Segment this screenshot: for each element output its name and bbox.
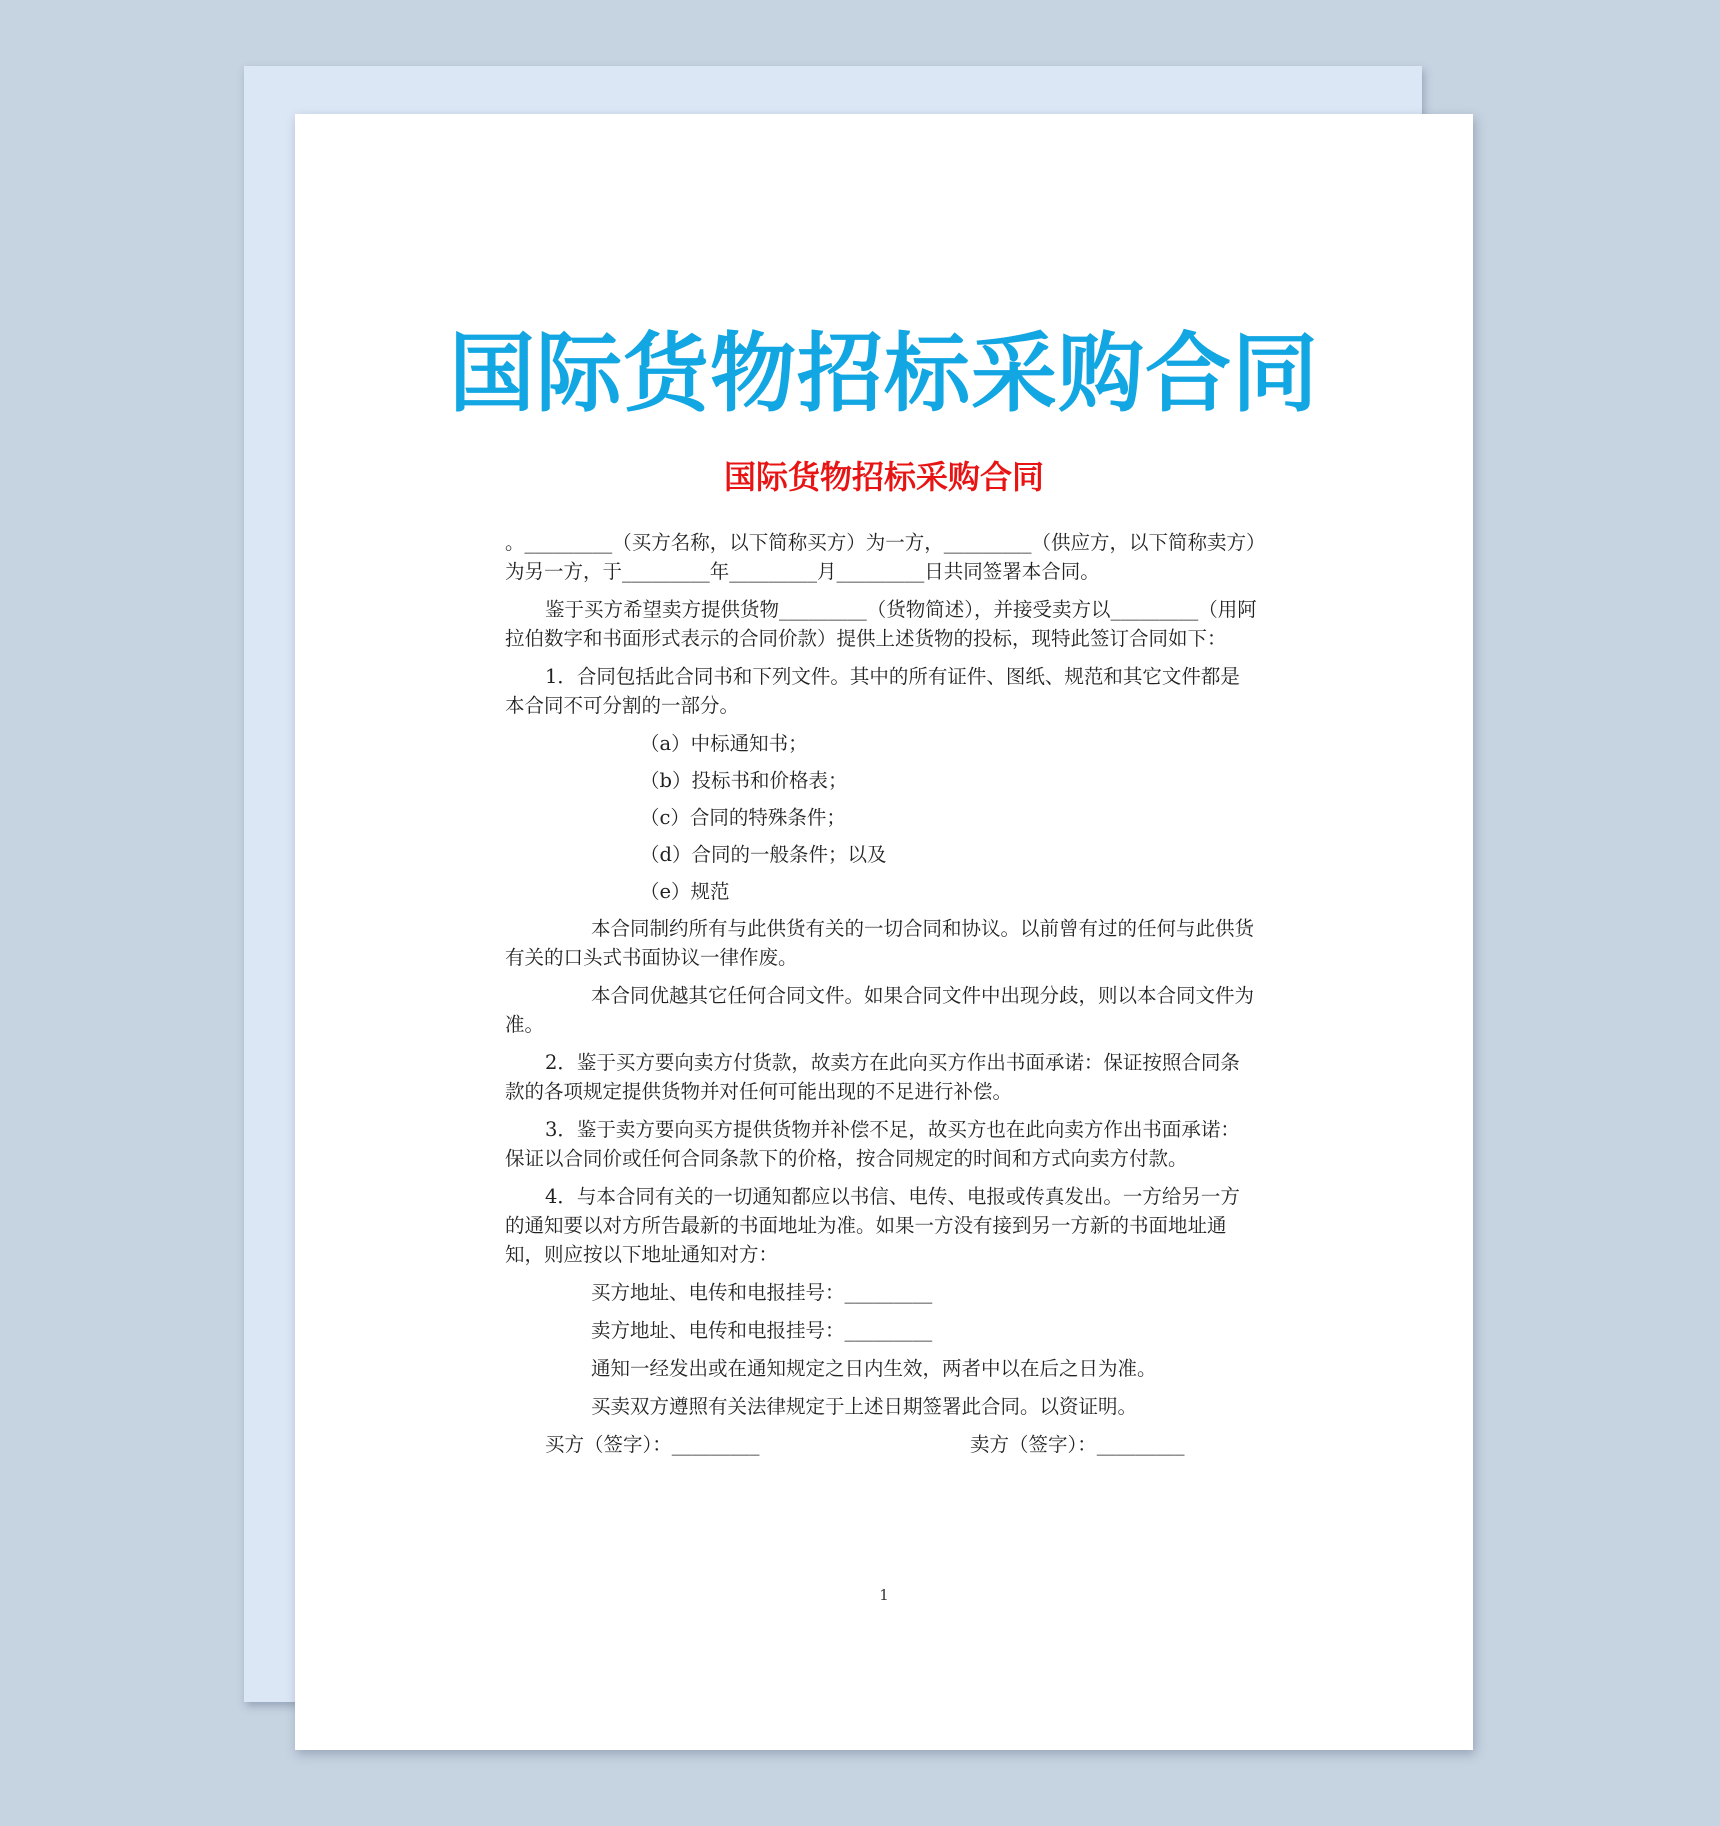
- paragraph-clause-1: 1．合同包括此合同书和下列文件。其中的所有证件、图纸、规范和其它文件都是本合同不可分割的一部分。: [505, 665, 1240, 717]
- paragraph-parties: 。_________（买方名称，以下简称买方）为一方，_________（供应方，以下简称卖方）为另一方，于_________年_________月_________日共同签署本合同。: [505, 531, 1256, 583]
- page-number: 1: [879, 1586, 889, 1604]
- paragraph-precedence: 本合同优越其它任何合同文件。如果合同文件中出现分歧，则以本合同文件为准。: [505, 984, 1255, 1036]
- paragraph-clause-3: 3．鉴于卖方要向买方提供货物并补偿不足，故买方也在此向卖方作出书面承诺：保证以合同价或任何合同条款下的价格，按合同规定的时间和方式向卖方付款。: [505, 1118, 1240, 1170]
- buyer-signature: 买方（签字）：_________: [545, 1433, 760, 1456]
- document-page: [295, 114, 1473, 1750]
- document-subtitle: 国际货物招标采购合同: [723, 458, 1044, 496]
- seller-address-line: 卖方地址、电传和电报挂号：_________: [591, 1319, 933, 1342]
- list-item: （e）规范: [640, 880, 730, 903]
- list-item: （c）合同的特殊条件；: [640, 806, 846, 829]
- buyer-address-line: 买方地址、电传和电报挂号：_________: [591, 1281, 933, 1304]
- page-title: 国际货物招标采购合同: [449, 324, 1319, 424]
- seller-signature: 卖方（签字）：_________: [970, 1433, 1185, 1456]
- paragraph-clause-2: 2．鉴于买方要向卖方付货款，故卖方在此向买方作出书面承诺：保证按照合同条款的各项规定提供货物并对任何可能出现的不足进行补偿。: [505, 1051, 1240, 1103]
- list-item: （a）中标通知书；: [640, 732, 808, 755]
- paragraph-recital: 鉴于买方希望卖方提供货物_________（货物简述），并接受卖方以_________（用阿拉伯数字和书面形式表示的合同价款）提供上述货物的投标，现特此签订合同如下：: [505, 598, 1257, 650]
- list-item: （b）投标书和价格表；: [640, 769, 848, 792]
- list-item: （d）合同的一般条件；以及: [640, 843, 887, 866]
- paragraph-notice-effective: 通知一经发出或在通知规定之日内生效，两者中以在后之日为准。: [591, 1357, 1157, 1380]
- paragraph-supersede: 本合同制约所有与此供货有关的一切合同和协议。以前曾有过的任何与此供货有关的口头式书面协议一律作废。: [505, 917, 1255, 969]
- paragraph-witness: 买卖双方遵照有关法律规定于上述日期签署此合同。以资证明。: [591, 1395, 1138, 1418]
- document-body: [505, 528, 1257, 1459]
- paragraph-clause-4: 4．与本合同有关的一切通知都应以书信、电传、电报或传真发出。一方给另一方的通知要以对方所告最新的书面地址为准。如果一方没有接到另一方新的书面地址通知，则应按以下地址通知对方：: [505, 1185, 1240, 1266]
- signature-row: [505, 1430, 1257, 1459]
